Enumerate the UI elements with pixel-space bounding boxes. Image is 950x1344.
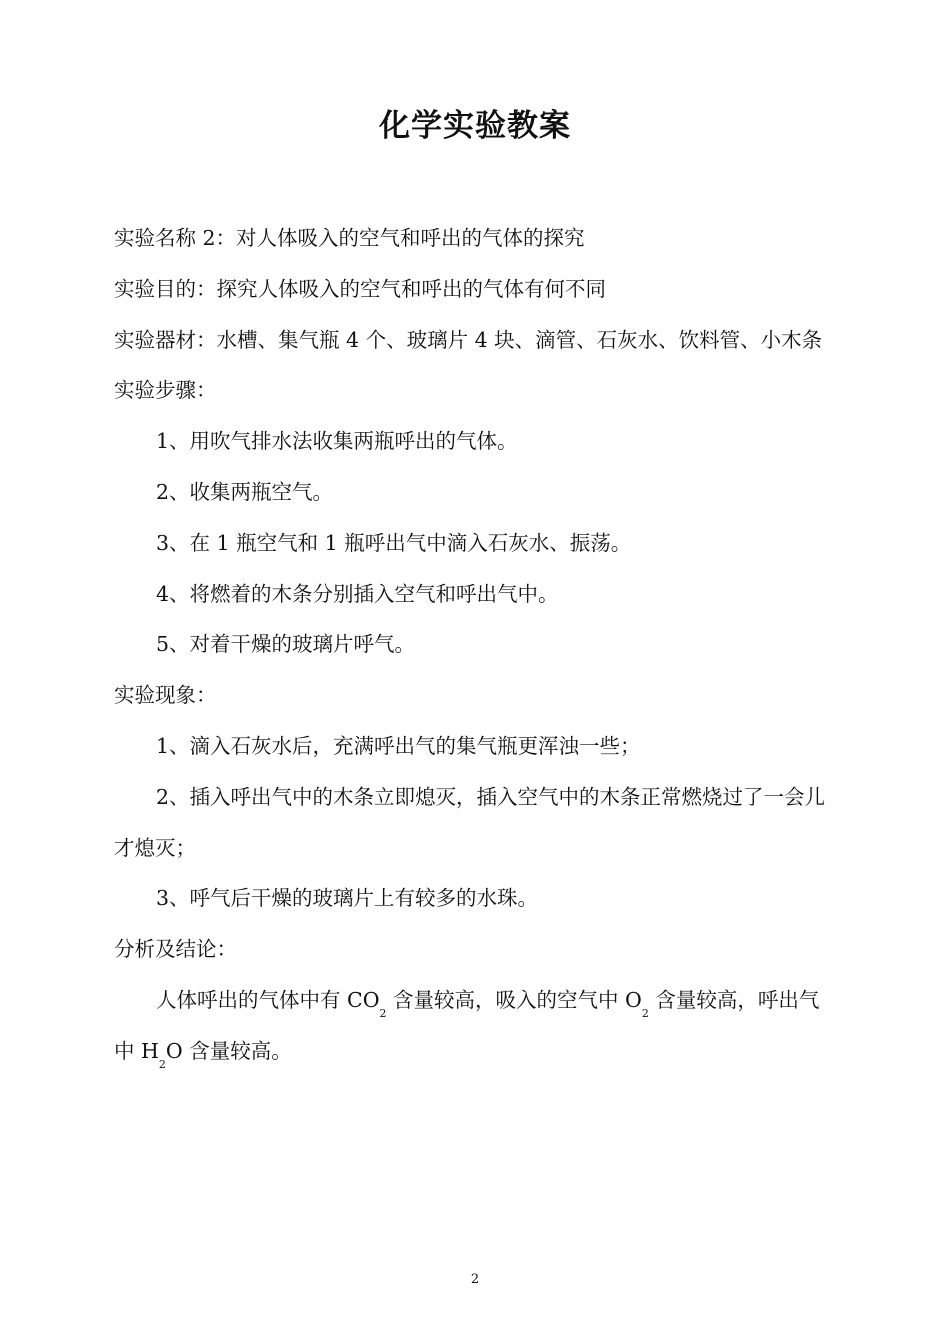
subscript: 2 [641, 1006, 649, 1020]
subscript: 2 [158, 1057, 166, 1071]
conclusion-text: 人体呼出的气体中有 CO [156, 987, 380, 1012]
conclusion-paragraph [114, 975, 838, 1077]
step-item: 3、在 1 瓶空气和 1 瓶呼出气中滴入石灰水、振荡。 [156, 530, 632, 555]
experiment-name: 实验名称 2：对人体吸入的空气和呼出的气体的探究 [114, 226, 585, 250]
subscript: 2 [379, 1006, 387, 1020]
experiment-materials: 实验器材：水槽、集气瓶 4 个、玻璃片 4 块、滴管、石灰水、饮料管、小木条 [114, 327, 823, 352]
conclusion-text: O 含量较高。 [165, 1038, 292, 1063]
document-body [114, 213, 838, 1077]
phenomena-heading: 实验现象： [114, 683, 217, 708]
conclusion-text: 含量较高，吸入的空气中 O [386, 987, 642, 1012]
phenomenon-item: 1、滴入石灰水后，充满呼出气的集气瓶更浑浊一些； [156, 733, 641, 758]
step-item: 5、对着干燥的玻璃片呼气。 [156, 632, 416, 657]
step-item: 4、将燃着的木条分别插入空气和呼出气中。 [156, 581, 559, 606]
experiment-purpose: 实验目的：探究人体吸入的空气和呼出的气体有何不同 [114, 276, 606, 301]
step-item: 2、收集两瓶空气。 [156, 479, 334, 504]
conclusion-text: 含量较高，呼出气中 H [114, 987, 820, 1063]
page-number: 2 [470, 1272, 480, 1287]
steps-heading: 实验步骤： [114, 378, 217, 403]
conclusion-heading: 分析及结论： [114, 937, 237, 962]
phenomenon-item: 3、呼气后干燥的玻璃片上有较多的水珠。 [156, 886, 539, 911]
step-item: 1、用吹气排水法收集两瓶呼出的气体。 [156, 429, 518, 454]
document-title: 化学实验教案 [379, 108, 571, 144]
phenomenon-item: 2、插入呼出气中的木条立即熄灭，插入空气中的木条正常燃烧过了一会儿才熄灭； [114, 784, 826, 860]
